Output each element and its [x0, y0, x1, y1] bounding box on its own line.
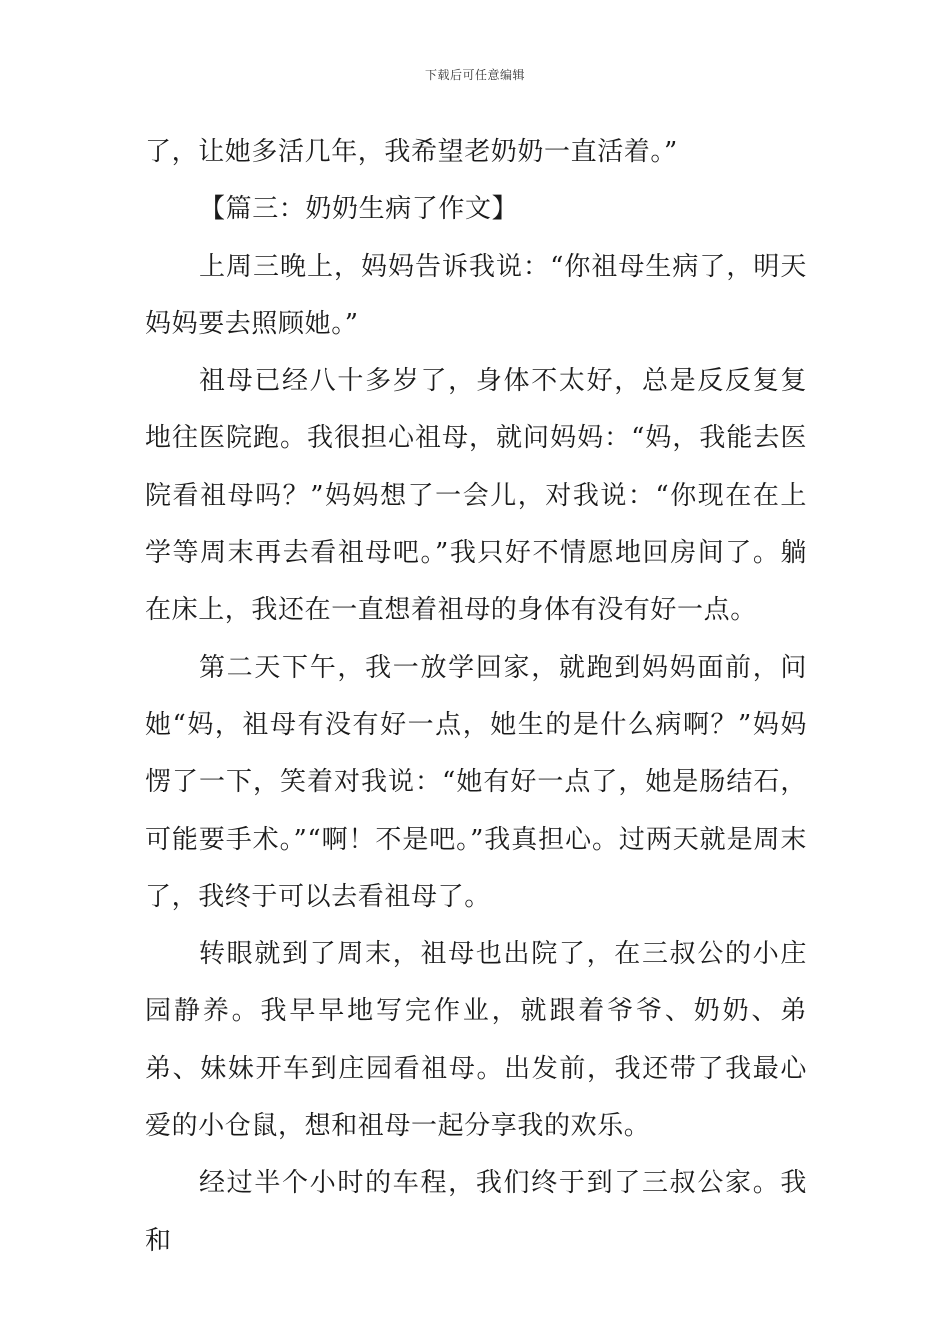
paragraph-3: 祖母已经八十多岁了，身体不太好，总是反反复复地往医院跑。我很担心祖母，就问妈妈：“妈，我能去医院看祖母吗？”妈妈想了一会儿，对我说：“你现在在上学等周末再去看祖母吧。”我只好不情愿地回房间了。躺在床上，我还在一直想着祖母的身体有没有好一点。	[145, 366, 807, 626]
paragraph-2: 上周三晚上，妈妈告诉我说：“你祖母生病了，明天妈妈要去照顾她。”	[145, 251, 807, 339]
paragraph-4: 第二天下午，我一放学回家，就跑到妈妈面前，问她“妈，祖母有没有好一点，她生的是什么病啊？”妈妈愣了一下，笑着对我说：“她有好一点了，她是肠结石，可能要手术。”“啊！不是吧。”我真担心。过两天就是周末了，我终于可以去看祖母了。	[145, 652, 807, 912]
paragraph-5: 转眼就到了周末，祖母也出院了，在三叔公的小庄园静养。我早早地写完作业，就跟着爷爷、奶奶、弟弟、妹妹开车到庄园看祖母。出发前，我还带了我最心爱的小仓鼠，想和祖母一起分享我的欢乐。	[145, 939, 807, 1142]
document-body	[145, 124, 807, 1270]
paragraph-1: 了，让她多活几年，我希望老奶奶一直活着。”	[145, 137, 678, 167]
paragraph-6: 经过半个小时的车程，我们终于到了三叔公家。我和	[145, 1168, 807, 1256]
section-heading: 【篇三：奶奶生病了作文】	[199, 194, 519, 225]
page-header: 下载后可任意编辑	[424, 68, 525, 82]
